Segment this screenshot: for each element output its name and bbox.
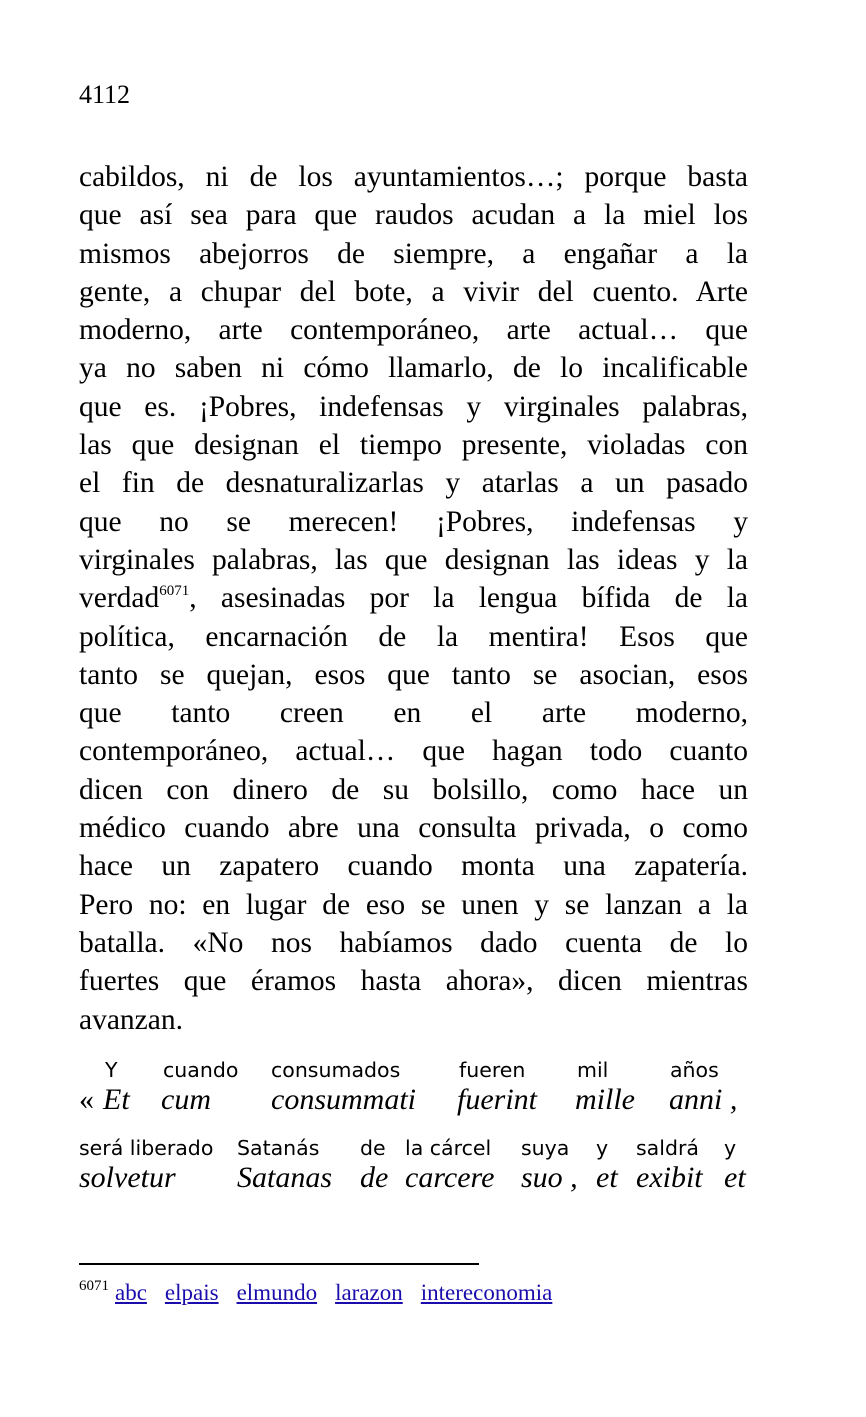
gloss-word: mil (577, 1058, 609, 1082)
latin-word: solvetur (79, 1161, 176, 1194)
interlinear-block-2 (79, 1135, 748, 1195)
text-line: batalla. «No nos habíamos dado cuenta de lo (79, 926, 748, 959)
footnote-link-larazon[interactable]: larazon (335, 1280, 403, 1305)
latin-word: suo , (521, 1161, 578, 1194)
footnote-number: 6071 (79, 1278, 109, 1294)
gloss-word: cuando (163, 1058, 239, 1082)
footnote-link-abc[interactable]: abc (115, 1280, 147, 1305)
latin-row (79, 1161, 748, 1195)
footnote-reference[interactable]: 6071 (159, 583, 190, 600)
text-line: el fin de desnaturalizarlas y atarlas a un pasado (79, 467, 748, 500)
text-line: ya no saben ni cómo llamarlo, de lo incalificable (79, 352, 748, 385)
gloss-row (79, 1057, 748, 1083)
latin-word: de (360, 1161, 389, 1194)
text-line: que tanto creen en el arte moderno, (79, 697, 748, 730)
text-line: las que designan el tiempo presente, violadas con (79, 429, 748, 462)
gloss-word: será liberado (79, 1136, 214, 1160)
latin-word: cum (161, 1083, 211, 1116)
interlinear-block-1 (79, 1057, 748, 1117)
gloss-word: fueren (459, 1058, 526, 1082)
latin-word: exibit (636, 1161, 703, 1194)
gloss-word: consumados (271, 1058, 401, 1082)
text-line: hace un zapatero cuando monta una zapatería. (79, 850, 748, 883)
latin-word: et (724, 1161, 746, 1194)
gloss-word: años (670, 1058, 719, 1082)
gloss-word: y (724, 1136, 737, 1160)
footnote-link-intereconomia[interactable]: intereconomia (420, 1280, 553, 1305)
gloss-word: suya (521, 1136, 570, 1160)
footnote (79, 1278, 570, 1308)
footnote-link-elmundo[interactable]: elmundo (236, 1280, 318, 1305)
gloss-word: de (360, 1136, 386, 1160)
text-line: cabildos, ni de los ayuntamientos…; porque basta (79, 161, 748, 193)
text-line: médico cuando abre una consulta privada, o como (79, 812, 748, 845)
text-line: fuertes que éramos hasta ahora», dicen mientras (79, 965, 748, 998)
latin-row (79, 1083, 748, 1117)
text-fragment: verdad (79, 582, 160, 615)
text-line: que así sea para que raudos acudan a la miel los (79, 199, 748, 232)
text-line: Pero no: en lugar de eso se unen y se lanzan a la (79, 888, 748, 921)
latin-word: consummati (271, 1083, 416, 1116)
gloss-row (79, 1135, 748, 1161)
latin-word: carcere (405, 1161, 495, 1194)
text-line: moderno, arte contemporáneo, arte actual… que (79, 314, 748, 347)
latin-word: mille (575, 1083, 635, 1116)
text-line: política, encarnación de la mentira! Esos que (79, 620, 748, 653)
latin-word: anni , (669, 1083, 738, 1116)
text-line: avanzan. (79, 1003, 183, 1036)
latin-word: Satanas (237, 1161, 333, 1194)
gloss-word: Y (105, 1058, 118, 1082)
footnote-link-elpais[interactable]: elpais (164, 1280, 219, 1305)
gloss-word: la cárcel (405, 1136, 492, 1160)
latin-word: Et (103, 1083, 130, 1116)
text-line: gente, a chupar del bote, a vivir del cuento. Arte (79, 275, 748, 308)
text-line (79, 579, 748, 617)
text-line: que no se merecen! ¡Pobres, indefensas y (79, 505, 748, 538)
text-line: mismos abejorros de siempre, a engañar a la (79, 237, 748, 270)
text-line: virginales palabras, las que designan las ideas y la (79, 543, 748, 576)
gloss-word: Satanás (237, 1136, 320, 1160)
gloss-word: y (596, 1136, 609, 1160)
text-line: dicen con dinero de su bolsillo, como hace un (79, 773, 748, 806)
text-fragment: , asesinadas por la lengua bífida de la (189, 582, 748, 615)
text-line: contemporáneo, actual… que hagan todo cuanto (79, 735, 748, 768)
text-line: tanto se quejan, esos que tanto se asocian, esos (79, 658, 748, 691)
quote-mark: « (79, 1083, 94, 1116)
latin-word: fuerint (457, 1083, 537, 1116)
text-line: que es. ¡Pobres, indefensas y virginales palabras, (79, 390, 748, 423)
latin-word: et (596, 1161, 618, 1194)
body-paragraph (79, 158, 748, 1039)
footnote-divider (79, 1263, 479, 1265)
gloss-word: saldrá (636, 1136, 699, 1160)
page-number: 4112 (79, 80, 131, 109)
